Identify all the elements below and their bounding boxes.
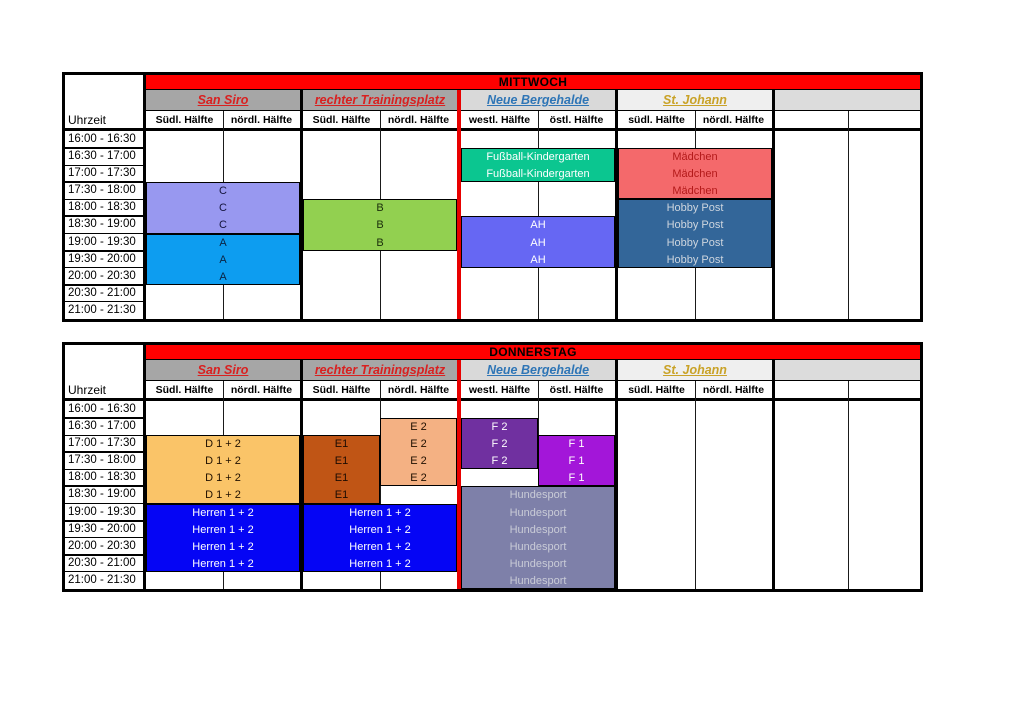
- block-label: E1: [334, 455, 349, 468]
- venue-header-san-siro: San Siro: [146, 360, 300, 380]
- block-label: Hobby Post: [666, 253, 724, 266]
- time-cell: 20:00 - 20:30: [68, 269, 136, 282]
- block-c: [146, 182, 300, 233]
- time-grid-line: [65, 147, 143, 149]
- time-cell: 18:30 - 19:00: [68, 218, 136, 231]
- block-label: Hundesport: [509, 489, 567, 502]
- half-divider: [848, 381, 849, 589]
- venue-divider: [143, 345, 146, 589]
- venue-header-rechter-trainingsplatz: rechter Trainingsplatz: [303, 90, 457, 110]
- time-cell: 17:00 - 17:30: [68, 437, 136, 450]
- block-label: B: [376, 236, 384, 249]
- time-cell: 18:00 - 18:30: [68, 471, 136, 484]
- block-label: Hundesport: [509, 557, 567, 570]
- subheader-rechter-trainingsplatz-right: nördl. Hälfte: [387, 113, 450, 126]
- venue-header-san-siro: San Siro: [146, 90, 300, 110]
- time-cell: 19:00 - 19:30: [68, 505, 136, 518]
- time-cell: 20:30 - 21:00: [68, 556, 136, 569]
- block-label: F 1: [568, 455, 585, 468]
- time-grid-line: [65, 165, 143, 166]
- time-grid-line: [65, 181, 143, 183]
- block-label: Herren 1 + 2: [349, 540, 411, 553]
- venue-header-st-johann: St. Johann: [618, 360, 772, 380]
- red-divider: [457, 90, 461, 319]
- day-title-band: MITTWOCH: [146, 75, 920, 89]
- block-label: Herren 1 + 2: [192, 557, 254, 570]
- subheader-san-siro-left: Südl. Hälfte: [155, 113, 214, 126]
- time-cell: 20:30 - 21:00: [68, 286, 136, 299]
- time-cell: 21:00 - 21:30: [68, 303, 136, 316]
- block-label: E1: [334, 438, 349, 451]
- block-label: AH: [530, 253, 546, 266]
- time-grid-line: [65, 571, 143, 572]
- time-grid-line: [65, 215, 143, 217]
- block-label: Hobby Post: [666, 219, 724, 232]
- block-label: B: [376, 219, 384, 232]
- block-label: AH: [530, 236, 546, 249]
- block-fu-ball-kindergarten: [461, 148, 615, 182]
- time-grid-line: [65, 520, 143, 522]
- block-label: Fußball-Kindergarten: [486, 151, 590, 164]
- block-label: E 2: [410, 472, 427, 485]
- time-grid-line: [65, 301, 143, 302]
- subheader-empty-left: [775, 111, 848, 128]
- block-label: AH: [530, 219, 546, 232]
- block-label: E 2: [410, 421, 427, 434]
- schedule-table-mittwoch: [62, 72, 923, 322]
- block-label: Mädchen: [672, 151, 718, 164]
- block-label: D 1 + 2: [205, 438, 241, 451]
- time-cell: 20:00 - 20:30: [68, 539, 136, 552]
- time-grid-line: [65, 503, 143, 504]
- subheader-rechter-trainingsplatz-left: Südl. Hälfte: [312, 383, 371, 396]
- time-cell: 16:30 - 17:00: [68, 150, 136, 163]
- block-label: C: [219, 219, 227, 232]
- time-grid-line: [65, 469, 143, 470]
- block-label: B: [376, 202, 384, 215]
- block-label: Hobby Post: [666, 202, 724, 215]
- subheader-st-johann-right: nördl. Hälfte: [702, 383, 765, 396]
- venue-divider: [772, 90, 775, 319]
- block-label: Herren 1 + 2: [349, 557, 411, 570]
- block-label: D 1 + 2: [205, 489, 241, 502]
- block-label: A: [219, 236, 227, 249]
- subheader-neue-bergehalde-left: westl. Hälfte: [468, 383, 531, 396]
- block-a: [146, 234, 300, 285]
- time-cell: 19:00 - 19:30: [68, 235, 136, 248]
- block-label: C: [219, 202, 227, 215]
- red-divider: [457, 360, 461, 589]
- time-grid-line: [65, 284, 143, 286]
- subheader-empty-right: [848, 111, 920, 128]
- subheader-empty-left: [775, 381, 848, 398]
- venue-header-empty: [775, 360, 920, 380]
- venue-header-empty: [775, 90, 920, 110]
- block-label: Herren 1 + 2: [192, 540, 254, 553]
- subheader-rechter-trainingsplatz-right: nördl. Hälfte: [387, 383, 450, 396]
- block-label: Hundesport: [509, 523, 567, 536]
- venue-divider: [615, 360, 618, 589]
- time-grid-line: [65, 233, 143, 234]
- block-label: F 2: [491, 455, 508, 468]
- subheader-san-siro-left: Südl. Hälfte: [155, 383, 214, 396]
- half-divider: [695, 381, 696, 589]
- time-cell: 17:30 - 18:00: [68, 184, 136, 197]
- venue-divider: [300, 360, 303, 589]
- block-label: E 2: [410, 438, 427, 451]
- time-grid-line: [65, 199, 143, 200]
- half-divider: [538, 111, 539, 319]
- subheader-san-siro-right: nördl. Hälfte: [230, 383, 293, 396]
- block-ah: [461, 216, 615, 267]
- time-cell: 17:00 - 17:30: [68, 167, 136, 180]
- block-label: F 2: [491, 421, 508, 434]
- block-b: [303, 199, 457, 250]
- block-label: Hobby Post: [666, 236, 724, 249]
- block-herren-1-2: [303, 504, 457, 572]
- grid-line-thick: [65, 128, 920, 131]
- block-label: A: [219, 270, 227, 283]
- block-m-dchen: [618, 148, 772, 199]
- block-label: F 1: [568, 472, 585, 485]
- block-f-1: [538, 435, 615, 486]
- block-label: Mädchen: [672, 185, 718, 198]
- block-e1: [303, 435, 380, 503]
- block-label: Herren 1 + 2: [192, 523, 254, 536]
- block-f-2: [461, 418, 538, 469]
- block-hundesport: [461, 486, 615, 589]
- subheader-st-johann-left: südl. Hälfte: [628, 113, 685, 126]
- grid-line-thick: [65, 398, 920, 401]
- schedule-table-donnerstag: [62, 342, 923, 592]
- block-label: Herren 1 + 2: [192, 506, 254, 519]
- subheader-empty-right: [848, 381, 920, 398]
- block-label: Hundesport: [509, 540, 567, 553]
- subheader-neue-bergehalde-right: östl. Hälfte: [549, 113, 604, 126]
- subheader-san-siro-right: nördl. Hälfte: [230, 113, 293, 126]
- venue-header-neue-bergehalde: Neue Bergehalde: [461, 90, 615, 110]
- time-cell: 17:30 - 18:00: [68, 454, 136, 467]
- block-label: F 2: [491, 438, 508, 451]
- time-column-header: Uhrzeit: [65, 345, 143, 398]
- time-grid-line: [65, 451, 143, 453]
- block-label: Hundesport: [509, 574, 567, 587]
- block-label: D 1 + 2: [205, 472, 241, 485]
- time-cell: 18:30 - 19:00: [68, 488, 136, 501]
- time-cell: 21:00 - 21:30: [68, 573, 136, 586]
- subheader-neue-bergehalde-left: westl. Hälfte: [468, 113, 531, 126]
- time-cell: 16:00 - 16:30: [68, 133, 136, 145]
- venue-header-rechter-trainingsplatz: rechter Trainingsplatz: [303, 360, 457, 380]
- block-label: E1: [334, 472, 349, 485]
- time-grid-line: [65, 554, 143, 556]
- block-label: E1: [334, 489, 349, 502]
- time-grid-line: [65, 267, 143, 268]
- block-label: D 1 + 2: [205, 455, 241, 468]
- time-cell: 19:30 - 20:00: [68, 522, 136, 535]
- venue-header-st-johann: St. Johann: [618, 90, 772, 110]
- block-label: C: [219, 185, 227, 198]
- venue-divider: [143, 75, 146, 319]
- subheader-neue-bergehalde-right: östl. Hälfte: [549, 383, 604, 396]
- subheader-st-johann-right: nördl. Hälfte: [702, 113, 765, 126]
- block-label: Fußball-Kindergarten: [486, 168, 590, 181]
- time-grid-line: [65, 485, 143, 487]
- time-grid-line: [65, 435, 143, 436]
- block-label: Mädchen: [672, 168, 718, 181]
- block-label: Herren 1 + 2: [349, 523, 411, 536]
- time-grid-line: [65, 250, 143, 252]
- block-d-1-2: [146, 435, 300, 503]
- time-cell: 19:30 - 20:00: [68, 252, 136, 265]
- day-title-band: DONNERSTAG: [146, 345, 920, 359]
- venue-divider: [772, 360, 775, 589]
- block-hobby-post: [618, 199, 772, 267]
- block-label: F 1: [568, 438, 585, 451]
- time-cell: 18:00 - 18:30: [68, 201, 136, 214]
- block-label: A: [219, 253, 227, 266]
- subheader-st-johann-left: südl. Hälfte: [628, 383, 685, 396]
- time-column-header: Uhrzeit: [65, 75, 143, 128]
- block-label: Hundesport: [509, 506, 567, 519]
- time-cell: 16:30 - 17:00: [68, 420, 136, 433]
- time-cell: 16:00 - 16:30: [68, 403, 136, 415]
- block-label: Herren 1 + 2: [349, 506, 411, 519]
- time-grid-line: [65, 537, 143, 538]
- venue-divider: [615, 90, 618, 319]
- time-grid-line: [65, 417, 143, 419]
- venue-divider: [300, 90, 303, 319]
- block-herren-1-2: [146, 504, 300, 572]
- venue-header-neue-bergehalde: Neue Bergehalde: [461, 360, 615, 380]
- block-e-2: [380, 418, 457, 486]
- subheader-rechter-trainingsplatz-left: Südl. Hälfte: [312, 113, 371, 126]
- half-divider: [848, 111, 849, 319]
- block-label: E 2: [410, 455, 427, 468]
